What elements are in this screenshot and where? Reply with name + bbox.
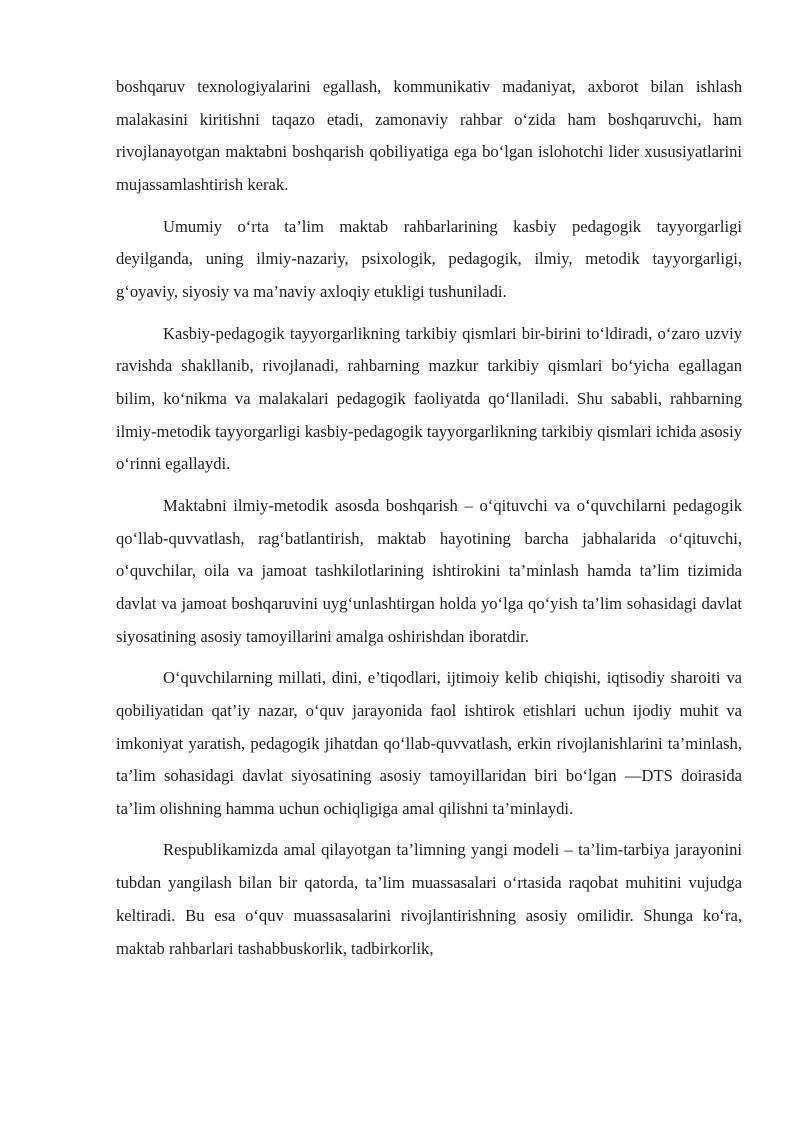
paragraph-education-model: Respublikamizda amal qilayotgan ta’limning yangi modeli – ta’lim-tarbiya jarayonini tubdan yangilash bilan bir qatorda, ta’lim muassasalari o‘rtasida raqobat muhitini vujudga keltiradi. Bu esa o‘quv muassasalarini rivojlantirishning asosiy omilidir. Shunga ko‘ra, maktab rahbarlari tashabbuskorlik, tadbirkorlik, [116,840,742,958]
paragraph-scientific-management: Maktabni ilmiy-metodik asosda boshqarish – o‘qituvchi va o‘quvchilarni pedagogik qo‘llab-quvvatlash, rag‘batlantirish, maktab hayotining barcha jabhalarida o‘qituvchi, o‘quvchilar, oila va jamoat tashkilotlarining ishtirokini ta’minlash hamda ta’lim tizimida davlat va jamoat boshqaruvini uyg‘unlashtirgan holda yo‘lga qo‘yish ta’lim sohasidagi davlat siyosatining asosiy tamoyillarini amalga oshirishdan iboratdir. [116,495,742,646]
document-body [116,71,742,965]
paragraph-student-support: O‘quvchilarning millati, dini, e’tiqodlari, ijtimoiy kelib chiqishi, iqtisodiy sharoiti va qobiliyatidan qat’iy nazar, o‘quv jarayonida faol ishtirok etishlari uchun ijodiy muhit va imkoniyat yaratish, pedagogik jihatdan qo‘llab-quvvatlash, erkin rivojlanishlarini ta’minlash, ta’lim sohasidagi davlat siyosatining asosiy tamoyillaridan biri bo‘lgan ―DTS doirasida ta’lim olishning hamma uchun ochiqligiga amal qilishni ta’minlaydi. [116,668,742,818]
paragraph-professional-training: Umumiy o‘rta ta’lim maktab rahbarlarining kasbiy pedagogik tayyorgarligi deyilganda, uning ilmiy-nazariy, psixologik, pedagogik, ilmiy, metodik tayyorgarligi, g‘oyaviy, siyosiy va ma’naviy axloqiy etukligi tushuniladi. [116,216,742,302]
paragraph-training-components: Kasbiy-pedagogik tayyorgarlikning tarkibiy qismlari bir-birini to‘ldiradi, o‘zaro uzviy ravishda shakllanib, rivojlanadi, rahbarning mazkur tarkibiy qismlari bo‘yicha egallagan bilim, ko‘nikma va malakalari pedagogik faoliyatda qo‘llaniladi. Shu sababli, rahbarning ilmiy-metodik tayyorgarligi kasbiy-pedagogik tayyorgarlikning tarkibiy qismlari ichida asosiy o‘rinni egallaydi. [116,323,742,474]
paragraph-continuation: boshqaruv texnologiyalarini egallash, kommunikativ madaniyat, axborot bilan ishlash malakasini kiritishni taqazo etadi, zamonaviy rahbar o‘zida ham boshqaruvchi, ham rivojlanayotgan maktabni boshqarish qobiliyatiga ega bo‘lgan islohotchi lider xususiyatlarini mujassamlashtirish kerak. [116,77,742,195]
